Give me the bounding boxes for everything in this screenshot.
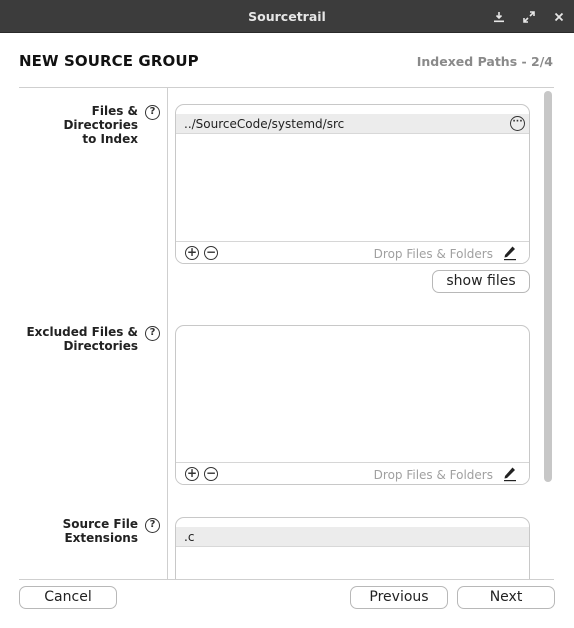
edit-icon[interactable]: [503, 466, 517, 482]
window-titlebar: [0, 0, 574, 33]
column-divider: [167, 88, 168, 579]
extensions-label: [63, 517, 138, 545]
files-to-index-label: [19, 104, 138, 146]
help-icon[interactable]: ?: [145, 105, 160, 120]
list-item[interactable]: [176, 114, 529, 134]
help-icon[interactable]: ?: [145, 326, 160, 341]
next-button[interactable]: Next: [457, 586, 555, 609]
label-line: Extensions: [64, 531, 138, 545]
label-line: to Index: [82, 132, 138, 146]
footer-divider: [19, 579, 554, 580]
list-footer: [176, 462, 529, 484]
label-line: Files & Directories: [63, 104, 138, 132]
cancel-button[interactable]: Cancel: [19, 586, 117, 609]
drop-hint: Drop Files & Folders: [373, 468, 493, 482]
download-icon[interactable]: [490, 8, 508, 26]
excluded-label: [26, 325, 138, 353]
list-item-path: ../SourceCode/systemd/src: [184, 117, 345, 131]
excluded-list[interactable]: [175, 325, 530, 485]
progress-indicator: Indexed Paths - 2/4: [416, 54, 553, 69]
drop-hint: Drop Files & Folders: [373, 247, 493, 261]
remove-icon[interactable]: −: [205, 245, 217, 259]
list-item[interactable]: [176, 527, 529, 547]
close-icon[interactable]: [550, 8, 568, 26]
list-item-extension: .c: [184, 530, 195, 544]
extensions-list[interactable]: [175, 517, 530, 579]
files-to-index-list[interactable]: [175, 104, 530, 264]
remove-icon[interactable]: −: [205, 466, 217, 480]
add-icon[interactable]: +: [186, 466, 198, 480]
window-title: Sourcetrail: [248, 9, 326, 24]
show-files-button[interactable]: show files: [432, 270, 530, 293]
previous-button[interactable]: Previous: [350, 586, 448, 609]
more-options-icon[interactable]: ···: [510, 116, 525, 131]
add-icon[interactable]: +: [186, 245, 198, 259]
label-line: Source File: [62, 517, 138, 531]
scrollbar-thumb[interactable]: [544, 91, 552, 482]
label-line: Directories: [63, 339, 138, 353]
list-footer: [176, 241, 529, 263]
help-icon[interactable]: ?: [145, 518, 160, 533]
maximize-icon[interactable]: [520, 8, 538, 26]
edit-icon[interactable]: [503, 245, 517, 261]
label-line: Excluded Files &: [26, 325, 138, 339]
form-content: [19, 88, 554, 579]
page-title: NEW SOURCE GROUP: [19, 52, 199, 70]
